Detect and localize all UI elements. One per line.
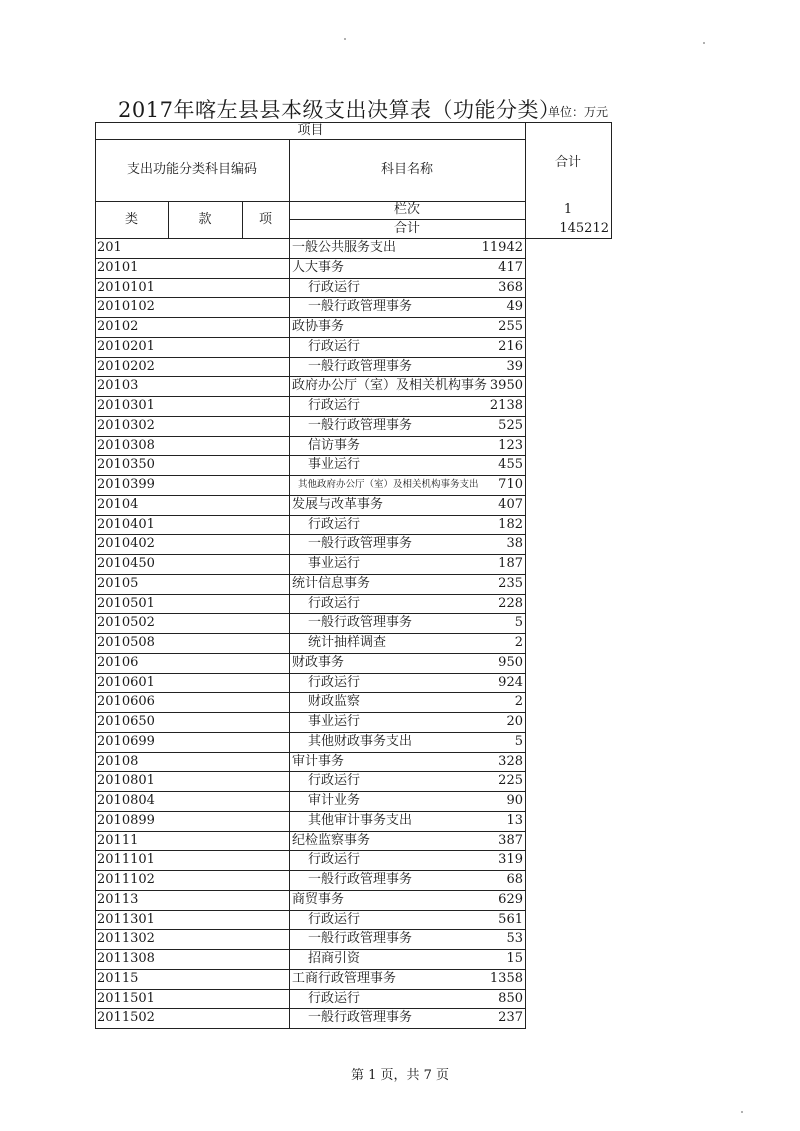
table-row — [95, 850, 526, 870]
row-code: 2011101 — [97, 852, 155, 868]
row-subject-name: 商贸事务 — [292, 891, 345, 907]
table-row — [95, 752, 526, 772]
table-row — [95, 771, 526, 791]
row-subject-name: 行政运行 — [308, 595, 361, 611]
row-subject-name: 统计抽样调查 — [308, 635, 387, 650]
table-row — [95, 673, 526, 693]
table-row — [95, 337, 526, 357]
table-row — [95, 910, 526, 930]
row-value: 924 — [498, 674, 523, 690]
row-value: 561 — [498, 911, 523, 927]
row-subject-name: 行政运行 — [308, 398, 361, 413]
header-project: 项目 — [297, 123, 324, 138]
row-subject-name: 一般行政管理事务 — [308, 615, 413, 631]
row-subject-name: 信访事务 — [308, 437, 361, 453]
row-subject-name: 一般公共服务支出 — [292, 240, 397, 255]
row-value: 123 — [498, 437, 523, 453]
row-value: 850 — [498, 990, 523, 1006]
row-code: 2010402 — [97, 536, 155, 552]
row-value: 2 — [514, 694, 523, 710]
row-code: 20111 — [97, 832, 139, 848]
row-code: 20115 — [97, 970, 139, 986]
scan-speck — [703, 42, 705, 44]
row-subject-name: 审计事务 — [292, 753, 345, 769]
row-subject-name: 其他财政事务支出 — [308, 733, 413, 749]
row-value: 53 — [506, 931, 523, 947]
row-subject-name: 人大事务 — [292, 259, 345, 275]
row-value: 629 — [498, 891, 523, 907]
header-kuan: 款 — [198, 212, 212, 227]
row-subject-name: 纪检监察事务 — [292, 832, 371, 848]
row-code: 20105 — [97, 575, 139, 591]
row-code: 2010801 — [97, 773, 155, 789]
table-row — [95, 732, 526, 752]
row-subject-name: 行政运行 — [308, 773, 361, 789]
row-code: 20102 — [97, 319, 139, 334]
row-subject-name: 统计信息事务 — [292, 575, 371, 591]
row-value: 49 — [506, 299, 523, 315]
row-code: 2010401 — [97, 516, 155, 532]
row-code: 2010202 — [97, 358, 155, 374]
row-code: 2010699 — [97, 733, 155, 749]
row-value: 38 — [506, 536, 523, 552]
table-row — [95, 258, 526, 278]
row-code: 2011302 — [97, 931, 155, 947]
row-subject-name: 工商行政管理事务 — [292, 970, 397, 986]
row-subject-name: 其他审计事务支出 — [308, 812, 413, 828]
row-code: 2010201 — [97, 338, 155, 354]
row-code: 2010508 — [97, 635, 155, 650]
row-subject-name: 招商引资 — [308, 951, 361, 966]
row-code: 2010804 — [97, 793, 155, 808]
row-code: 2010450 — [97, 556, 155, 571]
row-code: 20101 — [97, 259, 139, 275]
row-value: 237 — [498, 1010, 523, 1026]
row-code: 2010102 — [97, 299, 155, 315]
row-code: 2011102 — [97, 872, 155, 887]
table-row — [95, 633, 526, 653]
table-row — [95, 989, 526, 1009]
row-value: 15 — [506, 951, 523, 966]
table-row — [95, 811, 526, 831]
row-subject-name: 行政运行 — [308, 516, 361, 532]
table-row — [95, 317, 526, 337]
header-lei: 类 — [124, 212, 138, 227]
row-subject-name: 一般行政管理事务 — [308, 931, 413, 947]
page-footer: 第 1 页，共 7 页 — [350, 1068, 450, 1083]
row-value: 387 — [498, 832, 523, 848]
header-total-row-label: 合计 — [393, 221, 420, 236]
row-value: 455 — [498, 457, 523, 473]
table-row — [95, 357, 526, 377]
row-subject-name: 一般行政管理事务 — [308, 358, 413, 374]
row-subject-name: 行政运行 — [308, 911, 361, 927]
row-subject-name: 一般行政管理事务 — [308, 299, 413, 315]
header-subject-name: 科目名称 — [380, 162, 433, 177]
row-value: 319 — [498, 852, 523, 868]
row-code: 20113 — [97, 891, 139, 907]
table-row — [95, 534, 526, 554]
row-code: 2010308 — [97, 437, 155, 453]
row-code: 2010101 — [97, 279, 155, 295]
row-subject-name: 一般行政管理事务 — [308, 1010, 413, 1026]
row-value: 2 — [514, 635, 523, 650]
row-value: 20 — [506, 714, 523, 729]
page-title: 2017年喀左县县本级支出决算表（功能分类） — [118, 98, 561, 122]
table-row — [95, 297, 526, 317]
row-divider — [95, 1028, 526, 1029]
row-value: 228 — [498, 595, 523, 611]
table-row — [95, 712, 526, 732]
total-column-border — [611, 122, 612, 238]
row-code: 2011501 — [97, 990, 155, 1006]
row-subject-name: 一般行政管理事务 — [308, 536, 413, 552]
row-value: 235 — [498, 575, 523, 591]
row-value: 2138 — [489, 398, 523, 413]
row-subject-name: 一般行政管理事务 — [308, 417, 413, 433]
row-code: 2010399 — [97, 477, 155, 492]
table-row — [95, 692, 526, 712]
row-code: 2010302 — [97, 417, 155, 433]
scan-speck — [741, 1111, 743, 1113]
row-code: 2010650 — [97, 714, 155, 729]
table-row — [95, 870, 526, 890]
table-row — [95, 949, 526, 969]
row-value: 216 — [498, 338, 523, 354]
row-subject-name: 事业运行 — [308, 714, 361, 729]
row-code: 2010502 — [97, 615, 155, 631]
table-row — [95, 653, 526, 673]
table-row — [95, 416, 526, 436]
row-value: 3950 — [489, 378, 523, 394]
table-row — [95, 574, 526, 594]
row-value: 90 — [506, 793, 523, 808]
table-row — [95, 495, 526, 515]
row-code: 20106 — [97, 654, 139, 670]
row-value: 710 — [498, 477, 523, 492]
row-code: 2010606 — [97, 694, 155, 710]
row-subject-name: 发展与改革事务 — [292, 496, 384, 512]
row-subject-name: 其他政府办公厅（室）及相关机构事务支出 — [298, 479, 479, 490]
row-value: 225 — [498, 773, 523, 789]
row-value: 407 — [498, 496, 523, 512]
header-code-label: 支出功能分类科目编码 — [126, 162, 257, 177]
table-row — [95, 613, 526, 633]
table-row — [95, 831, 526, 851]
row-code: 20104 — [97, 496, 139, 512]
table-row — [95, 455, 526, 475]
row-code: 2011502 — [97, 1010, 155, 1026]
table-row — [95, 475, 526, 495]
header-lanci: 栏次 — [393, 202, 420, 217]
table-row — [95, 515, 526, 535]
table-row — [95, 396, 526, 416]
row-subject-name: 事业运行 — [308, 556, 361, 571]
table-row — [95, 554, 526, 574]
row-value: 950 — [498, 654, 523, 670]
row-value: 187 — [498, 556, 523, 571]
row-value: 11942 — [481, 240, 523, 255]
row-subject-name: 财政监察 — [308, 694, 361, 710]
row-code: 20108 — [97, 753, 139, 769]
row-value: 328 — [498, 753, 523, 769]
row-code: 2011301 — [97, 911, 155, 927]
table-row — [95, 1008, 526, 1028]
table-row — [95, 376, 526, 396]
row-code: 2010899 — [97, 812, 155, 828]
row-code: 2010601 — [97, 674, 155, 690]
row-subject-name: 行政运行 — [308, 338, 361, 354]
row-value: 13 — [506, 812, 523, 828]
row-value: 39 — [506, 358, 523, 374]
row-subject-name: 行政运行 — [308, 279, 361, 295]
table-row — [95, 436, 526, 456]
scan-speck — [344, 38, 346, 40]
table-row — [95, 969, 526, 989]
header-lanci-value: 1 — [563, 202, 573, 217]
row-value: 68 — [506, 872, 523, 887]
row-value: 5 — [514, 615, 523, 631]
row-code: 20103 — [97, 378, 139, 394]
unit-label: 单位：万元 — [548, 105, 609, 119]
row-value: 417 — [498, 259, 523, 275]
total-row-value: 145212 — [559, 221, 609, 236]
row-subject-name: 一般行政管理事务 — [308, 872, 413, 887]
table-row — [95, 278, 526, 298]
row-subject-name: 行政运行 — [308, 674, 361, 690]
row-subject-name: 事业运行 — [308, 457, 361, 473]
row-subject-name: 行政运行 — [308, 852, 361, 868]
row-subject-name: 政府办公厅（室）及相关机构事务 — [292, 378, 488, 394]
row-code: 2010350 — [97, 457, 155, 473]
row-code: 2011308 — [97, 951, 155, 966]
total-column-top — [525, 122, 612, 123]
row-code: 201 — [97, 240, 122, 255]
row-code: 2010501 — [97, 595, 155, 611]
table-row — [95, 238, 526, 258]
header-xiang: 项 — [258, 212, 272, 227]
header-total-col: 合计 — [554, 155, 581, 170]
row-value: 525 — [498, 417, 523, 433]
row-subject-name: 财政事务 — [292, 654, 345, 670]
row-value: 255 — [498, 319, 523, 334]
row-value: 5 — [514, 733, 523, 749]
row-subject-name: 政协事务 — [292, 319, 345, 334]
expenditure-table — [95, 122, 526, 1029]
row-subject-name: 审计业务 — [308, 793, 361, 808]
row-value: 182 — [498, 516, 523, 532]
row-code: 2010301 — [97, 398, 155, 413]
table-row — [95, 594, 526, 614]
row-value: 1358 — [489, 970, 523, 986]
table-row — [95, 890, 526, 910]
table-row — [95, 929, 526, 949]
row-subject-name: 行政运行 — [308, 990, 361, 1006]
total-column-bottom — [525, 238, 612, 239]
row-value: 368 — [498, 279, 523, 295]
table-row — [95, 791, 526, 811]
